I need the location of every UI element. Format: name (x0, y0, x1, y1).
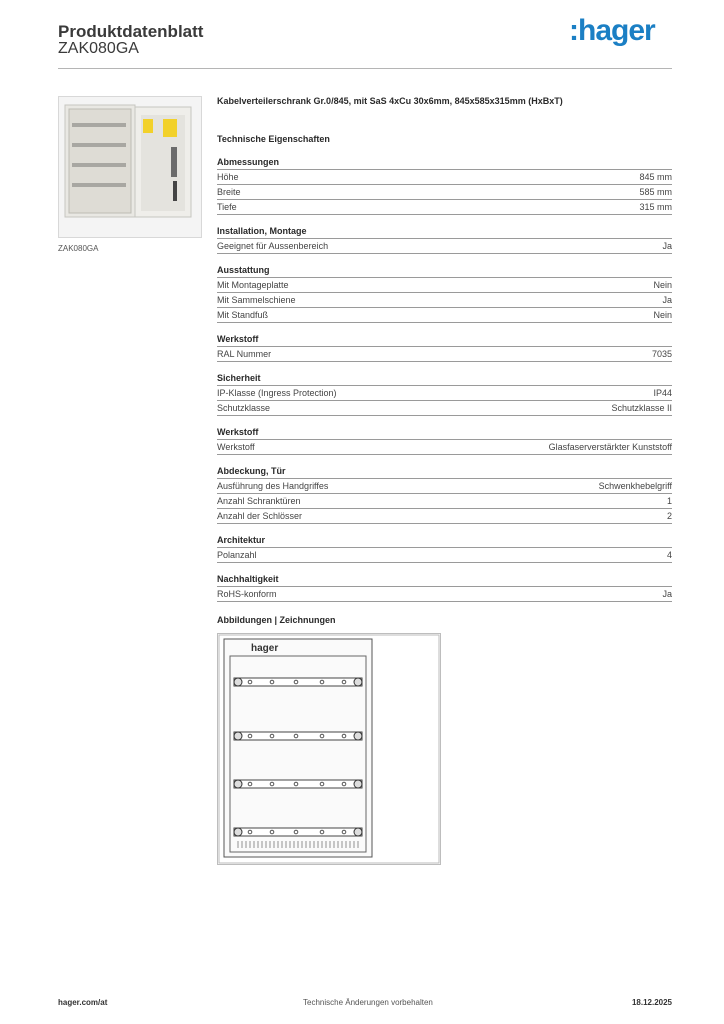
rail-terminal (354, 678, 362, 686)
footer-note: Technische Änderungen vorbehalten (303, 998, 433, 1007)
rail-terminal (354, 828, 362, 836)
page-title: Produktdatenblatt (58, 22, 204, 41)
property-section (217, 263, 672, 323)
property-row (217, 170, 672, 185)
rail-terminal (234, 732, 242, 740)
brand-logo: :hager (569, 14, 655, 47)
property-row (217, 440, 672, 455)
section-title: Werkstoff (217, 425, 672, 440)
image-caption: ZAK080GA (58, 244, 99, 253)
rail-terminal (234, 678, 242, 686)
property-value: IP44 (653, 388, 672, 398)
rail-terminal (234, 828, 242, 836)
property-value: Schutzklasse II (611, 403, 672, 413)
property-value: Schwenkhebelgriff (598, 481, 672, 491)
property-value: Glasfaserverstärkter Kunststoff (548, 442, 672, 452)
product-image (58, 96, 202, 238)
property-label: Schutzklasse (217, 403, 271, 413)
brand-logo-text: hager (578, 14, 655, 47)
property-row (217, 509, 672, 524)
property-label: IP-Klasse (Ingress Protection) (217, 388, 337, 398)
section-title: Sicherheit (217, 371, 672, 386)
property-label: Anzahl Schranktüren (217, 496, 301, 506)
section-title: Abmessungen (217, 155, 672, 170)
property-label: Höhe (217, 172, 239, 182)
product-description: Kabelverteilerschrank Gr.0/845, mit SaS 4xCu 30x6mm, 845x585x315mm (HxBxT) (217, 96, 563, 106)
drawings-heading: Abbildungen | Zeichnungen (217, 615, 336, 625)
property-label: Werkstoff (217, 442, 255, 452)
property-value: 845 mm (639, 172, 672, 182)
property-row (217, 293, 672, 308)
property-section (217, 371, 672, 416)
property-value: Nein (653, 280, 672, 290)
property-section (217, 224, 672, 254)
property-label: Ausführung des Handgriffes (217, 481, 329, 491)
section-title: Nachhaltigkeit (217, 572, 672, 587)
rail-terminal (354, 780, 362, 788)
technical-properties-heading: Technische Eigenschaften (217, 134, 330, 144)
property-value: 2 (666, 511, 672, 521)
property-label: RAL Nummer (217, 349, 272, 359)
section-title: Architektur (217, 533, 672, 548)
section-title: Abdeckung, Tür (217, 464, 672, 479)
property-value: 585 mm (639, 187, 672, 197)
property-row (217, 479, 672, 494)
property-value: Nein (653, 310, 672, 320)
property-value: Ja (662, 241, 672, 251)
property-row (217, 347, 672, 362)
property-row (217, 185, 672, 200)
cabinet-photo-illustration (59, 97, 201, 237)
property-row (217, 401, 672, 416)
product-details (217, 96, 672, 865)
property-value: Ja (662, 589, 672, 599)
property-row (217, 494, 672, 509)
property-row (217, 548, 672, 563)
property-label: Polanzahl (217, 550, 257, 560)
property-label: Tiefe (217, 202, 237, 212)
drawing-logo: hager (251, 643, 279, 654)
property-label: Mit Montageplatte (217, 280, 289, 290)
cabinet-drawing (218, 634, 440, 864)
property-section (217, 332, 672, 362)
properties-list (217, 155, 672, 602)
property-label: Geeignet für Aussenbereich (217, 241, 329, 251)
section-title: Werkstoff (217, 332, 672, 347)
section-title: Ausstattung (217, 263, 672, 278)
article-number: ZAK080GA (58, 40, 139, 57)
property-row (217, 308, 672, 323)
property-label: Anzahl der Schlösser (217, 511, 303, 521)
property-row (217, 239, 672, 254)
property-value: 315 mm (639, 202, 672, 212)
property-section (217, 533, 672, 563)
property-value: Ja (662, 295, 672, 305)
rail-terminal (354, 732, 362, 740)
property-section (217, 572, 672, 602)
footer-date: 18.12.2025 (631, 998, 672, 1007)
property-row (217, 200, 672, 215)
property-row (217, 386, 672, 401)
property-section (217, 425, 672, 455)
property-value: 7035 (651, 349, 672, 359)
property-label: Mit Sammelschiene (217, 295, 296, 305)
header-divider (58, 68, 672, 69)
property-row (217, 278, 672, 293)
property-row (217, 587, 672, 602)
rail-terminal (234, 780, 242, 788)
section-title: Installation, Montage (217, 224, 672, 239)
property-value: 1 (666, 496, 672, 506)
property-label: RoHS-konform (217, 589, 277, 599)
property-value: 4 (666, 550, 672, 560)
property-section (217, 155, 672, 215)
technical-drawing (217, 633, 441, 865)
property-section (217, 464, 672, 524)
property-label: Breite (217, 187, 241, 197)
footer-website[interactable]: hager.com/at (58, 998, 108, 1007)
property-label: Mit Standfuß (217, 310, 269, 320)
